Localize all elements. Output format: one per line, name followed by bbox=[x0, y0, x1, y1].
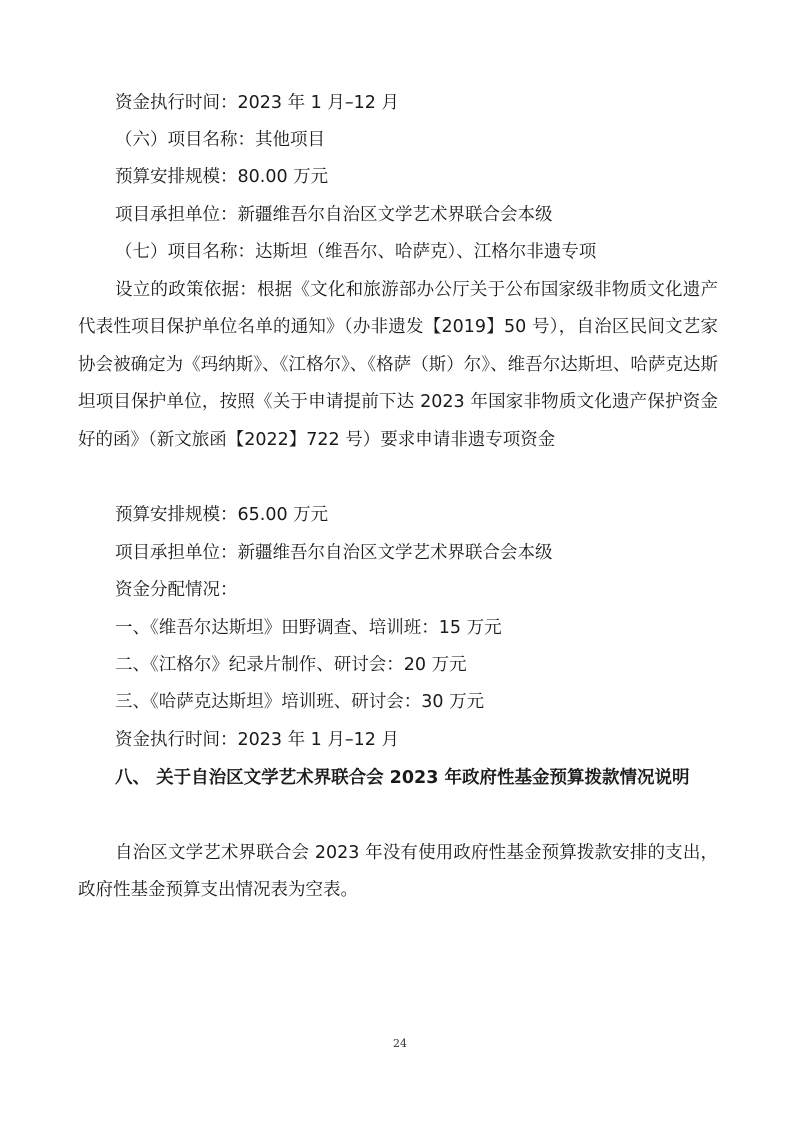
fund-execution-time-1: 资金执行时间：2023 年 1 月–12 月 bbox=[115, 93, 399, 113]
project-6-budget: 预算安排规模：80.00 万元 bbox=[115, 167, 329, 187]
section-8-heading: 八、 关于自治区文学艺术界联合会 2023 年政府性基金预算拨款情况说明 bbox=[115, 768, 690, 788]
project-6-unit: 项目承担单位：新疆维吾尔自治区文学艺术界联合会本级 bbox=[115, 205, 553, 225]
policy-basis-paragraph: 设立的政策依据：根据《文化和旅游部办公厅关于公布国家级非物质文化遗产代表性项目保护单位名单的通知》（办非遗发【2019】50 号），自治区民间文艺家协会被确定为《玛纳斯》、《江格尔》、《格萨（斯）尔》、维吾尔达斯坦、哈萨克达斯坦项目保护单位，按照《关于申请提前下达 2023 年国家非物质文化遗产保护资金好的函》（新文旅函【2022】722 号）要求申请非遗专项资金 bbox=[78, 280, 718, 450]
project-6-name: （六）项目名称：其他项目 bbox=[115, 130, 325, 150]
government-fund-paragraph: 自治区文学艺术界联合会 2023 年没有使用政府性基金预算拨款安排的支出，政府性基金预算支出情况表为空表。 bbox=[78, 843, 718, 901]
allocation-item-1: 一、《维吾尔达斯坦》田野调查、培训班：15 万元 bbox=[115, 618, 502, 638]
allocation-item-3: 三、《哈萨克达斯坦》培训班、研讨会：30 万元 bbox=[115, 692, 485, 712]
project-7-name: （七）项目名称：达斯坦（维吾尔、哈萨克）、江格尔非遗专项 bbox=[115, 242, 597, 262]
page-number: 24 bbox=[393, 1037, 407, 1050]
project-7-unit: 项目承担单位：新疆维吾尔自治区文学艺术界联合会本级 bbox=[115, 543, 553, 563]
allocation-item-2: 二、《江格尔》纪录片制作、研讨会：20 万元 bbox=[115, 655, 467, 675]
fund-allocation-label: 资金分配情况： bbox=[115, 580, 238, 600]
fund-execution-time-2: 资金执行时间：2023 年 1 月–12 月 bbox=[115, 730, 399, 750]
project-7-budget: 预算安排规模：65.00 万元 bbox=[115, 505, 329, 525]
